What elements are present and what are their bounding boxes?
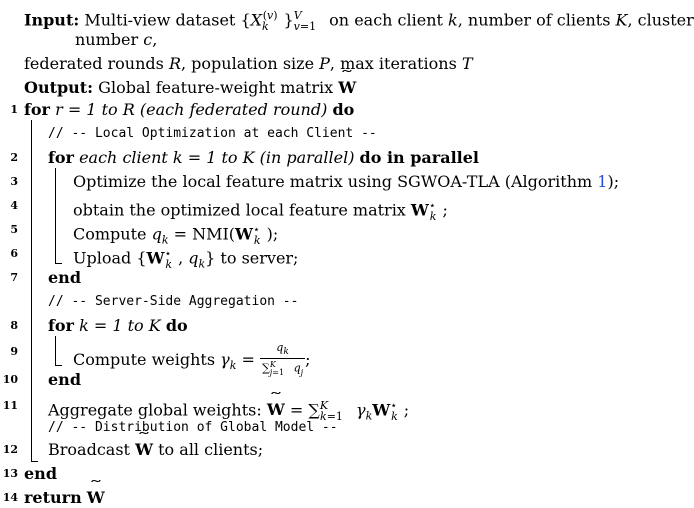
comment-distribution: // -- Distribution of Global Model --	[48, 420, 338, 435]
line-number: 10	[2, 373, 18, 386]
line-number: 4	[10, 199, 18, 212]
line-number: 5	[10, 223, 18, 236]
line-number: 2	[10, 151, 18, 164]
client-block-bar	[55, 168, 56, 264]
line-2: for each client k = 1 to K (in parallel) do in parallel	[48, 148, 480, 167]
line-14: return ˜ W	[24, 488, 105, 508]
line-4: obtain the optimized local feature matrix $W^⋆_k$ ;	[73, 199, 448, 223]
weight-fraction: $\frac{q_k}{\sum^K_{j=1} q_j}$	[261, 341, 304, 378]
line-12: Broadcast ˜ W to all clients;	[48, 440, 263, 460]
input-label: Input:	[24, 10, 80, 30]
input-line-3: federated rounds R, population size P, max iterations T	[24, 54, 473, 73]
line-number: 11	[2, 399, 18, 412]
line-1: for r = 1 to R (each federated round) do	[24, 100, 355, 119]
output-line: Output: Global feature-weight matrix ˜ W	[24, 78, 356, 98]
input-line-2: number c,	[75, 30, 158, 49]
line-number: 13	[2, 467, 18, 480]
outer-block-bar	[31, 120, 32, 462]
line-number: 12	[2, 443, 18, 456]
server-block-bar	[55, 336, 56, 366]
line-number: 6	[10, 247, 18, 260]
line-7: end	[48, 268, 81, 287]
line-13: end	[24, 464, 57, 483]
line-11: Aggregate global weights: ˜ W = ∑$^K_{k=1}$ $\gamma_kW^⋆_k$ ;	[48, 396, 409, 427]
line-3: Optimize the local feature matrix using SGWOA-TLA (Algorithm 1);	[73, 172, 620, 191]
line-9: Compute weights $\gamma_k$ = $\frac{q_k}{\sum^K_{j=1} q_j}$ ;	[73, 341, 311, 378]
output-label: Output:	[24, 78, 94, 97]
input-text: Multi-view dataset	[84, 10, 236, 30]
line-8: for k = 1 to K do	[48, 316, 188, 335]
line-number: 9	[10, 345, 18, 358]
line-5: Compute $q_k = NMI(W^⋆_k$ );	[73, 223, 279, 247]
line-number: 3	[10, 175, 18, 188]
line-number: 14	[2, 491, 18, 504]
comment-local: // -- Local Optimization at each Client --	[48, 126, 377, 141]
algorithm-reference-link[interactable]: 1	[597, 172, 608, 191]
line-number: 8	[10, 319, 18, 332]
input-line: Input: Multi-view dataset {$X_k^{(v)}$ }$^V_{v=1}$ on each client k, number of clients K, cluster	[24, 9, 694, 33]
comment-server: // -- Server-Side Aggregation --	[48, 294, 299, 309]
line-6: Upload {$W^⋆_k$ , $q_k$} to server;	[73, 247, 299, 271]
line-number: 7	[10, 271, 18, 284]
line-10: end	[48, 370, 81, 389]
line-number: 1	[10, 103, 18, 116]
